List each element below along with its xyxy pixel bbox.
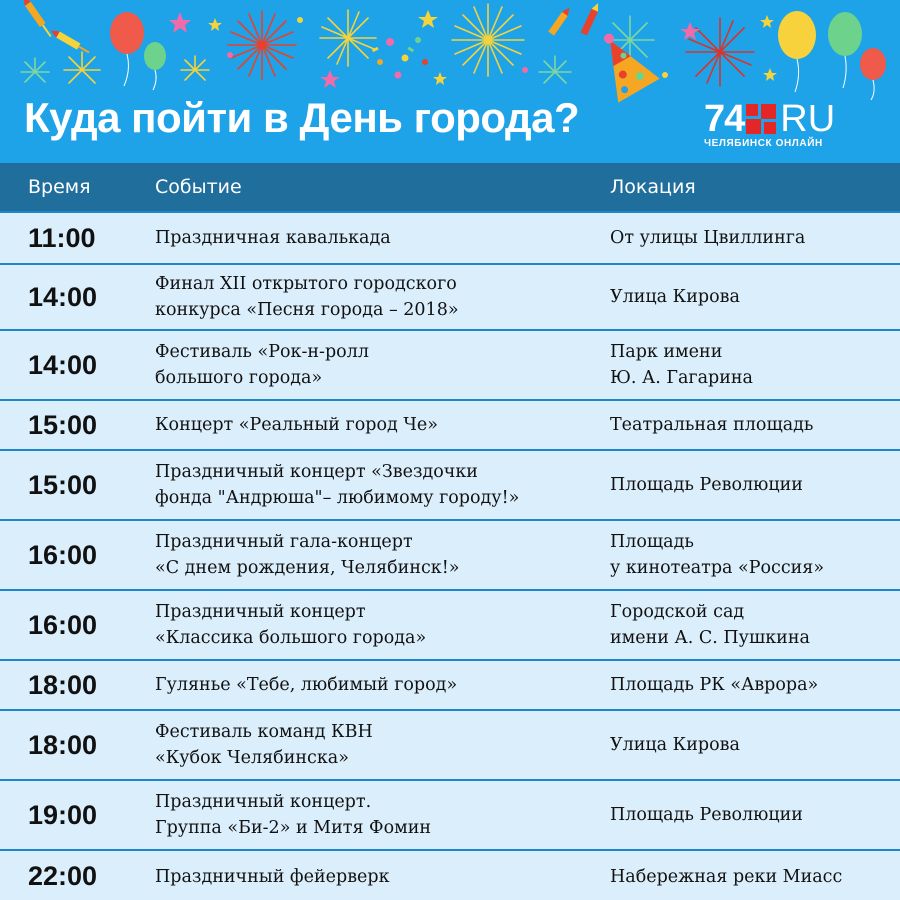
event-location bbox=[610, 711, 740, 779]
table-row bbox=[0, 519, 900, 589]
rocket-icon bbox=[20, 0, 601, 56]
brand-logo[interactable] bbox=[704, 98, 864, 153]
event-location bbox=[610, 851, 842, 900]
event-location-line: От улицы Цвиллинга bbox=[610, 228, 806, 248]
event-name bbox=[155, 781, 431, 849]
event-location-line: Площадь Революции bbox=[610, 805, 803, 825]
time-cell bbox=[28, 711, 97, 779]
event-location-line: Театральная площадь bbox=[610, 415, 814, 435]
table-row bbox=[0, 849, 900, 900]
event-name-line: большого города» bbox=[155, 368, 323, 388]
event-location-line: у кинотеатра «Россия» bbox=[610, 558, 825, 578]
table-row bbox=[0, 449, 900, 519]
event-time: 15:00 bbox=[28, 409, 98, 440]
event-location-line: Площадь РК «Аврора» bbox=[610, 675, 819, 695]
time-cell bbox=[28, 451, 97, 519]
column-header-event: Событие bbox=[155, 176, 242, 198]
event-time: 14:00 bbox=[28, 349, 98, 380]
event-location-line: Парк имени bbox=[610, 342, 723, 362]
event-location-line: Площадь bbox=[610, 532, 694, 552]
event-name bbox=[155, 213, 391, 263]
table-row bbox=[0, 329, 900, 399]
event-location bbox=[610, 401, 813, 449]
event-location bbox=[610, 331, 753, 399]
event-name-line: Финал XII открытого городского bbox=[155, 274, 457, 294]
event-location-line: имени А. С. Пушкина bbox=[610, 628, 810, 648]
time-cell bbox=[28, 661, 97, 709]
event-name-line: Праздничная кавалькада bbox=[155, 228, 391, 248]
time-cell bbox=[28, 591, 97, 659]
logo-squares-icon bbox=[746, 104, 776, 134]
event-name bbox=[155, 265, 459, 329]
event-time: 11:00 bbox=[28, 222, 96, 253]
event-name-line: Праздничный концерт bbox=[155, 602, 366, 622]
event-location-line: Набережная реки Миасс bbox=[610, 866, 843, 887]
event-name bbox=[155, 711, 373, 779]
table-row bbox=[0, 779, 900, 849]
event-time: 18:00 bbox=[28, 669, 98, 700]
event-time: 19:00 bbox=[28, 799, 98, 830]
event-name bbox=[155, 851, 390, 900]
event-location-line: Ю. А. Гагарина bbox=[610, 368, 753, 388]
event-name bbox=[155, 591, 426, 659]
table-row bbox=[0, 263, 900, 329]
event-name-line: «Классика большого города» bbox=[155, 628, 427, 648]
event-location bbox=[610, 265, 740, 329]
event-name bbox=[155, 451, 519, 519]
event-name-line: «С днем рождения, Челябинск!» bbox=[155, 558, 460, 578]
event-name-line: «Кубок Челябинска» bbox=[155, 748, 349, 768]
time-cell bbox=[28, 851, 97, 900]
event-name-line: Праздничный фейерверк bbox=[155, 866, 390, 887]
header-banner bbox=[0, 0, 900, 163]
event-name-line: фонда "Андрюша"– любимому городу!» bbox=[155, 488, 520, 508]
event-location-line: Городской сад bbox=[610, 602, 745, 622]
logo-subtitle: ЧЕЛЯБИНСК ОНЛАЙН bbox=[704, 138, 823, 149]
event-location-line: Площадь Революции bbox=[610, 475, 803, 495]
confetti-icon bbox=[227, 17, 668, 79]
event-name bbox=[155, 401, 438, 449]
event-name-line: Фестиваль «Рок-н-ролл bbox=[155, 342, 369, 362]
event-name-line: Праздничный концерт «Звездочки bbox=[155, 462, 478, 482]
event-name-line: Гулянье «Тебе, любимый город» bbox=[155, 675, 458, 695]
event-name-line: Праздничный гала-концерт bbox=[155, 532, 413, 552]
event-name-line: Фестиваль команд КВН bbox=[155, 722, 373, 742]
event-location-line: Улица Кирова bbox=[610, 735, 740, 755]
event-time: 15:00 bbox=[28, 469, 98, 500]
table-header bbox=[0, 163, 900, 211]
column-header-time: Время bbox=[28, 176, 91, 198]
event-name bbox=[155, 521, 459, 589]
time-cell bbox=[28, 265, 97, 329]
event-name bbox=[155, 331, 369, 399]
table-row bbox=[0, 709, 900, 779]
table-row bbox=[0, 399, 900, 449]
event-location bbox=[610, 521, 824, 589]
time-cell bbox=[28, 781, 97, 849]
event-location-line: Улица Кирова bbox=[610, 287, 740, 307]
column-header-location: Локация bbox=[610, 176, 696, 198]
table-row bbox=[0, 211, 900, 263]
page-title: Куда пойти в День города? bbox=[24, 94, 580, 141]
event-name-line: Праздничный концерт. bbox=[155, 792, 372, 812]
table-row bbox=[0, 589, 900, 659]
event-location bbox=[610, 213, 805, 263]
time-cell bbox=[28, 521, 97, 589]
table-row bbox=[0, 659, 900, 709]
event-name bbox=[155, 661, 457, 709]
event-location bbox=[610, 781, 803, 849]
time-cell bbox=[28, 213, 96, 263]
logo-domain: RU bbox=[780, 98, 836, 140]
event-time: 22:00 bbox=[28, 861, 98, 891]
event-time: 16:00 bbox=[28, 609, 98, 640]
event-name-line: Группа «Би-2» и Митя Фомин bbox=[155, 818, 432, 838]
event-location bbox=[610, 591, 810, 659]
event-time: 16:00 bbox=[28, 539, 98, 570]
event-location bbox=[610, 451, 803, 519]
time-cell bbox=[28, 331, 97, 399]
event-location bbox=[610, 661, 818, 709]
party-hat-icon bbox=[586, 22, 660, 102]
event-time: 18:00 bbox=[28, 729, 98, 760]
event-name-line: конкурса «Песня города – 2018» bbox=[155, 300, 459, 320]
event-time: 14:00 bbox=[28, 281, 98, 312]
time-cell bbox=[28, 401, 97, 449]
logo-number: 74 bbox=[704, 98, 745, 140]
event-name-line: Концерт «Реальный город Че» bbox=[155, 415, 438, 435]
